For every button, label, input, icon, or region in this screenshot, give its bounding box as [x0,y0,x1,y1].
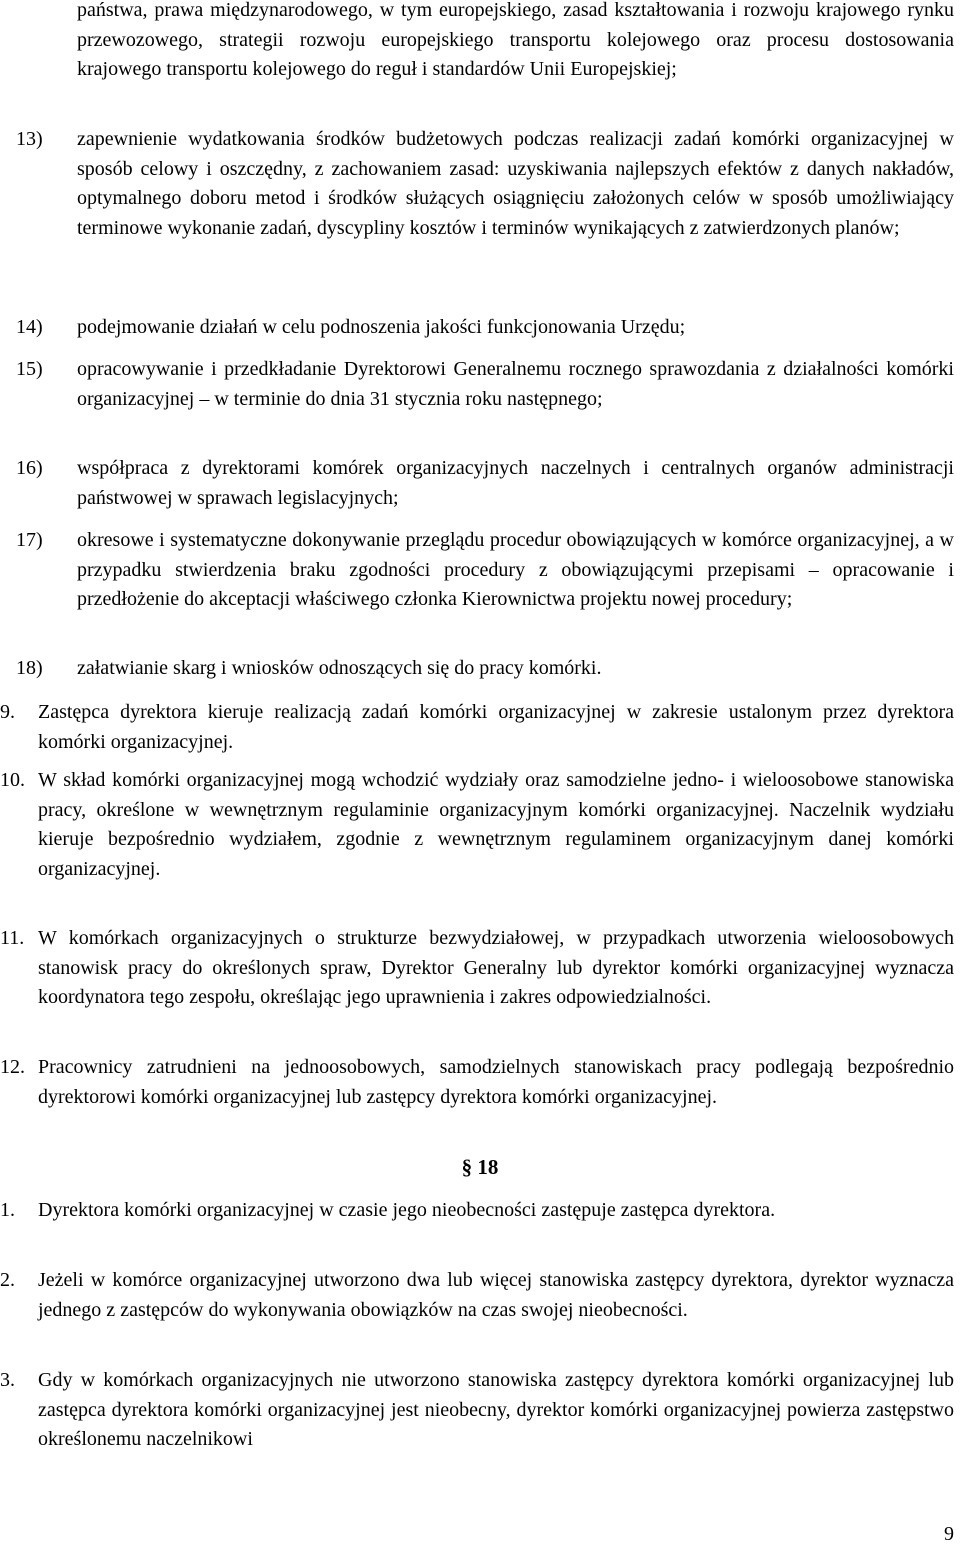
paragraph-number: 11. [0,927,25,949]
list-item-number: 15) [16,358,43,380]
list-item-18 [16,654,954,684]
paragraph-text: Jeżeli w komórce organizacyjnej utworzono dwa lub więcej stanowiska zastępcy dyrektora, dyrektor wyznacza jednego z zastępców do wykonywania obowiązków na czas swojej nieobecności. [38,1269,954,1321]
paragraph-item-11 [0,924,954,1013]
list-item-text: załatwianie skarg i wniosków odnoszących się do pracy komórki. [77,657,602,679]
paragraph-number: 12. [0,1056,25,1078]
paragraph-text: W komórkach organizacyjnych o strukturze bezwydziałowej, w przypadkach utworzenia wieloosobowych stanowisk pracy do określonych spraw, Dyrektor Generalny lub dyrektor komórki organizacyjnej wyznacza koordynatora tego zespołu, określając jego uprawnienia i zakres odpowiedzialności. [38,927,954,1008]
list-item-number: 18) [16,657,43,679]
paragraph-number: 1. [0,1199,15,1221]
intro-paragraph: państwa, prawa międzynarodowego, w tym europejskiego, zasad kształtowania i rozwoju krajowego rynku przewozowego, strategii rozwoju europejskiego transportu kolejowego oraz procesu dostosowania krajowego transportu kolejowego do reguł i standardów Unii Europejskiej; [77,0,954,80]
paragraph-item-10 [0,766,954,884]
list-item-number: 16) [16,457,43,479]
list-item-17 [16,526,954,615]
paragraph-number: 9. [0,701,15,723]
list-item-number: 13) [16,128,43,150]
paragraph-item-12 [0,1053,954,1112]
list-item-text: okresowe i systematyczne dokonywanie przeglądu procedur obowiązujących w komórce organizacyjnej, a w przypadku stwierdzenia braku zgodności procedury z obowiązującymi przepisami – opracowanie i przedłożenie do akceptacji właściwego członka Kierownictwa projektu nowej procedury; [77,529,954,610]
section-item-2 [0,1266,954,1325]
list-item-15 [16,355,954,414]
section-heading: § 18 [461,1155,499,1179]
list-item-text: podejmowanie działań w celu podnoszenia jakości funkcjonowania Urzędu; [77,316,686,338]
list-item-13 [16,125,954,243]
list-item-14 [16,313,954,343]
paragraph-number: 10. [0,769,25,791]
paragraph-text: W skład komórki organizacyjnej mogą wchodzić wydziały oraz samodzielne jedno- i wieloosobowe stanowiska pracy, określone w wewnętrznym regulaminie organizacyjnym komórki organizacyjnej. Naczelnik wydziału kieruje bezpośrednio wydziałem, zgodnie z wewnętrznym regulaminem organizacyjnym danej komórki organizacyjnej. [38,769,954,880]
list-item-number: 17) [16,529,43,551]
list-item-text: współpraca z dyrektorami komórek organizacyjnych naczelnych i centralnych organów administracji państwowej w sprawach legislacyjnych; [77,457,954,509]
section-item-3 [0,1366,954,1455]
paragraph-text: Gdy w komórkach organizacyjnych nie utworzono stanowiska zastępcy dyrektora komórki organizacyjnej lub zastępca dyrektora komórki organizacyjnej jest nieobecny, dyrektor komórki organizacyjnej powierza zastępstwo określonemu naczelnikowi [38,1369,954,1450]
paragraph-number: 2. [0,1269,15,1291]
list-item-16 [16,454,954,513]
list-item-text: zapewnienie wydatkowania środków budżetowych podczas realizacji zadań komórki organizacyjnej w sposób celowy i oszczędny, z zachowaniem zasad: uzyskiwania najlepszych efektów z danych nakładów, optymalnego doboru metod i środków służących osiągnięciu założonych celów w sposób umożliwiający terminowe wykonanie zadań, dyscypliny kosztów i terminów wynikających z zatwierdzonych planów; [77,128,954,239]
list-item-text: opracowywanie i przedkładanie Dyrektorowi Generalnemu rocznego sprawozdania z działalności komórki organizacyjnej – w terminie do dnia 31 stycznia roku następnego; [77,358,954,410]
paragraph-number: 3. [0,1369,15,1391]
section-item-1 [0,1196,954,1226]
paragraph-text: Pracownicy zatrudnieni na jednoosobowych, samodzielnych stanowiskach pracy podlegają bezpośrednio dyrektorowi komórki organizacyjnej lub zastępcy dyrektora komórki organizacyjnej. [38,1056,954,1108]
paragraph-text: Zastępca dyrektora kieruje realizacją zadań komórki organizacyjnej w zakresie ustalonym przez dyrektora komórki organizacyjnej. [38,701,954,753]
paragraph-text: Dyrektora komórki organizacyjnej w czasie jego nieobecności zastępuje zastępca dyrektora. [38,1199,776,1221]
paragraph-item-9 [0,698,954,757]
list-item-number: 14) [16,316,43,338]
page-number: 9 [944,1523,954,1545]
